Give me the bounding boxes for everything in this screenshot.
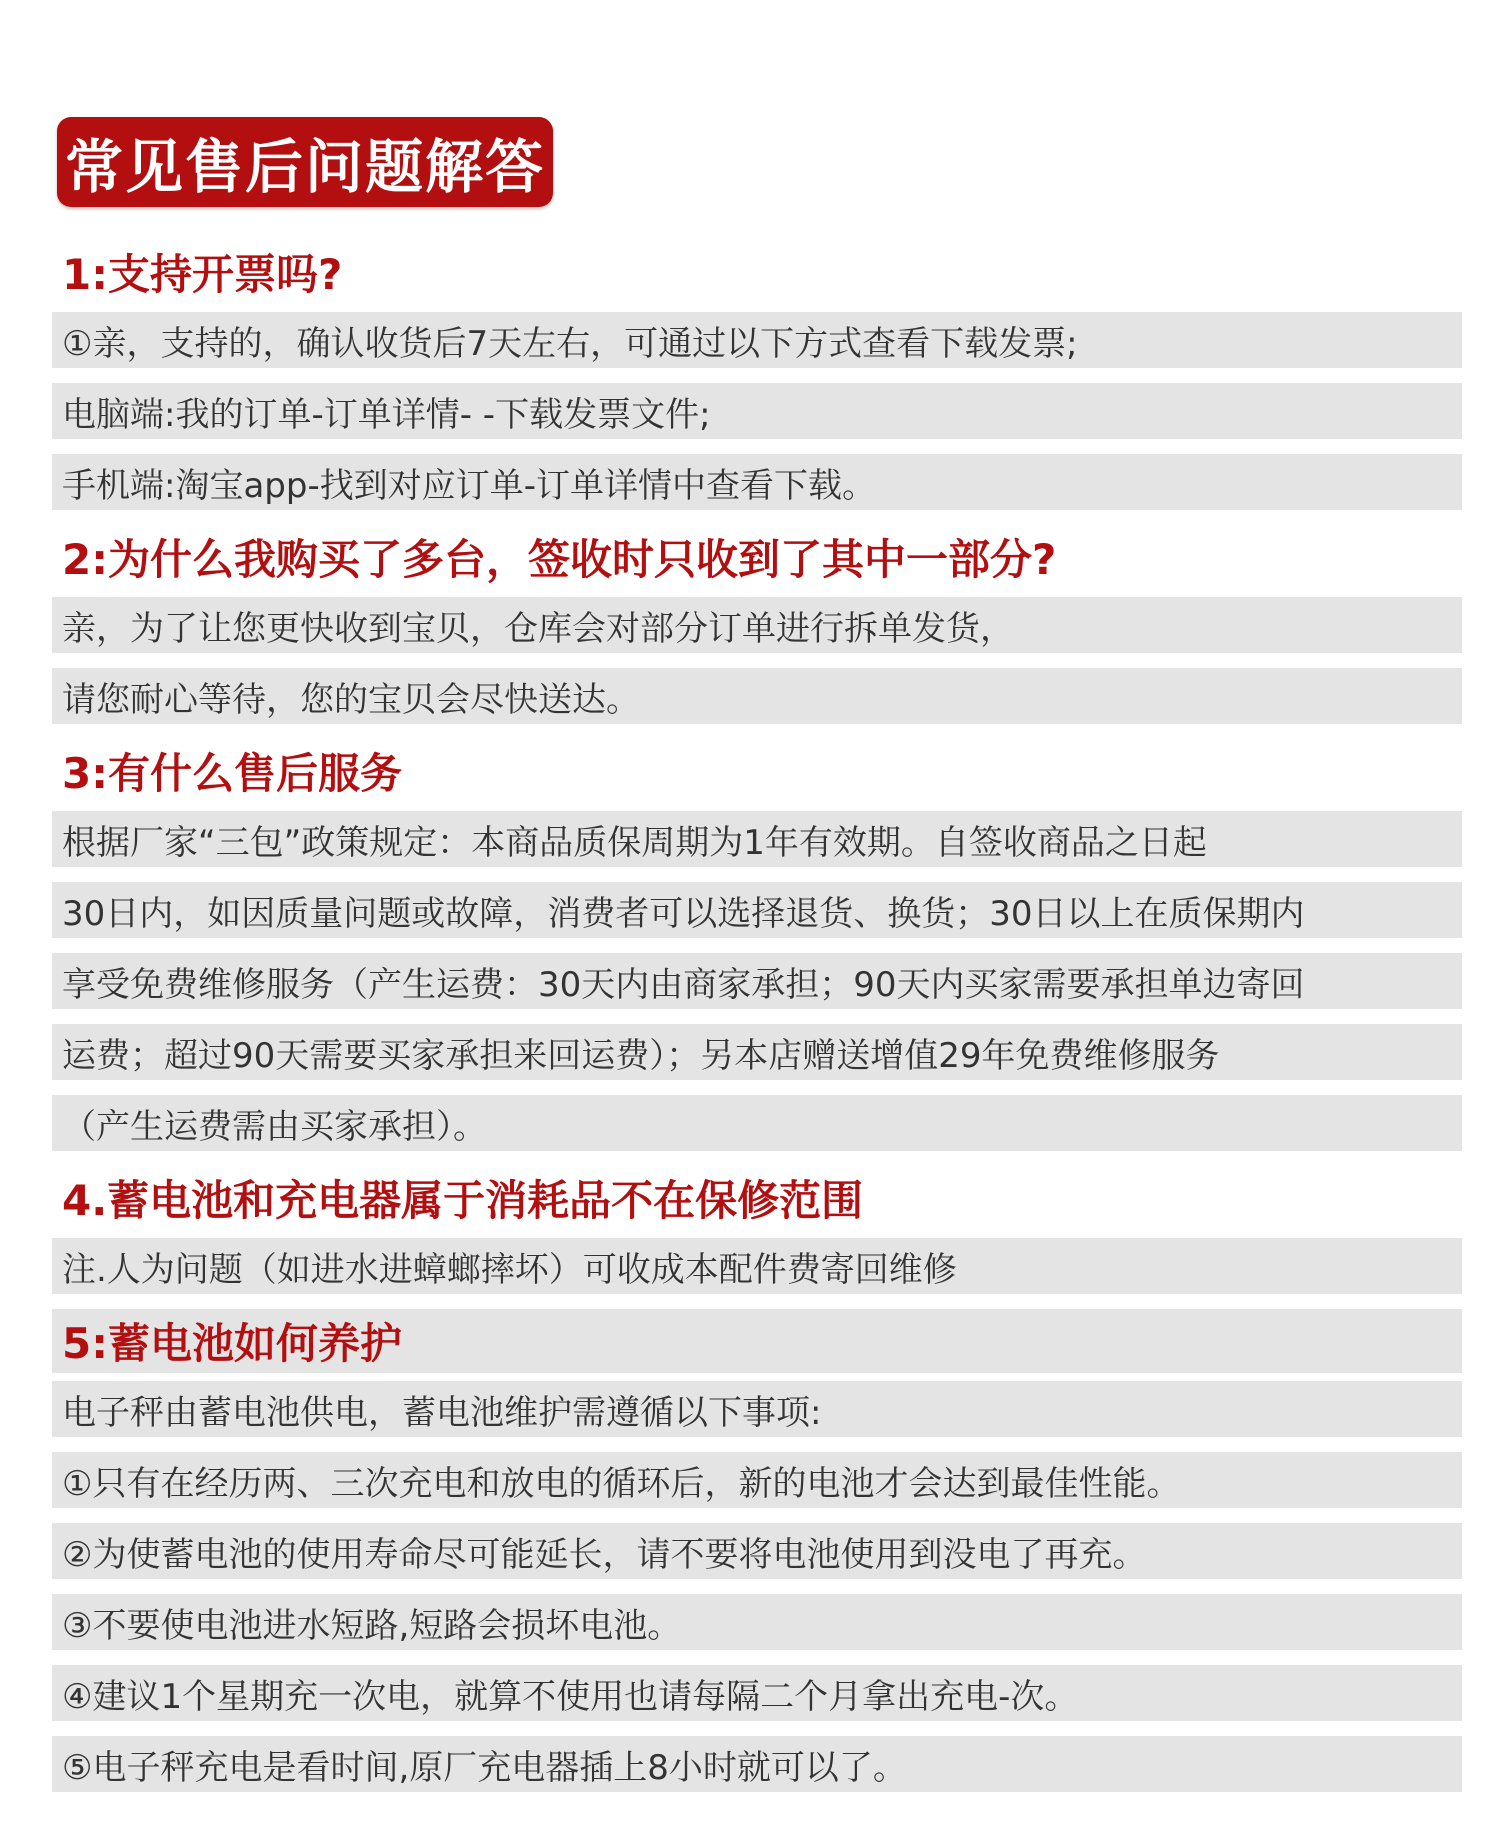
faq-section-1	[52, 240, 1462, 510]
faq-answer-line: 根据厂家“三包”政策规定：本商品质保周期为1年有效期。自签收商品之日起	[52, 811, 1462, 867]
faq-answer-line: ⑤电子秤充电是看时间,原厂充电器插上8小时就可以了。	[52, 1736, 1462, 1792]
faq-answer-line: ①亲，支持的，确认收货后7天左右，可通过以下方式查看下载发票;	[52, 312, 1462, 368]
faq-answer-line: 电脑端:我的订单-订单详情- -下载发票文件;	[52, 383, 1462, 439]
faq-answer-line: 请您耐心等待，您的宝贝会尽快送达。	[52, 668, 1462, 724]
faq-answer-line: 30日内，如因质量问题或故障，消费者可以选择退货、换货；30日以上在质保期内	[52, 882, 1462, 938]
faq-question-5: 5:蓄电池如何养护	[52, 1309, 1462, 1373]
faq-answer-line: 电子秤由蓄电池供电，蓄电池维护需遵循以下事项:	[52, 1381, 1462, 1437]
faq-answer-line: ④建议1个星期充一次电，就算不使用也请每隔二个月拿出充电-次。	[52, 1665, 1462, 1721]
faq-section-4	[52, 1166, 1462, 1294]
faq-section-3	[52, 739, 1462, 1151]
faq-answer-line: （产生运费需由买家承担）。	[52, 1095, 1462, 1151]
faq-question-3: 3:有什么售后服务	[62, 749, 403, 798]
faq-sections	[52, 240, 1462, 1807]
faq-question-4: 4.蓄电池和充电器属于消耗品不在保修范围	[62, 1176, 864, 1225]
faq-answer-line: 运费；超过90天需要买家承担来回运费）；另本店赠送增值29年免费维修服务	[52, 1024, 1462, 1080]
faq-question-1: 1:支持开票吗?	[62, 250, 343, 299]
page-title: 常见售后问题解答	[64, 133, 545, 201]
faq-section-2	[52, 525, 1462, 724]
faq-answer-line: 享受免费维修服务（产生运费：30天内由商家承担；90天内买家需要承担单边寄回	[52, 953, 1462, 1009]
faq-answer-line: ②为使蓄电池的使用寿命尽可能延长，请不要将电池使用到没电了再充。	[52, 1523, 1462, 1579]
faq-answer-line: ③不要使电池进水短路,短路会损坏电池。	[52, 1594, 1462, 1650]
faq-answer-line: 亲，为了让您更快收到宝贝，仓库会对部分订单进行拆单发货，	[52, 597, 1462, 653]
title-badge	[57, 117, 553, 207]
faq-answer-line: 手机端:淘宝app-找到对应订单-订单详情中查看下载。	[52, 454, 1462, 510]
faq-question-2: 2:为什么我购买了多台，签收时只收到了其中一部分?	[62, 535, 1057, 584]
faq-answer-line: ①只有在经历两、三次充电和放电的循环后，新的电池才会达到最佳性能。	[52, 1452, 1462, 1508]
faq-answer-line: 注.人为问题（如进水进蟑螂摔坏）可收成本配件费寄回维修	[52, 1238, 1462, 1294]
faq-section-5	[52, 1309, 1462, 1792]
